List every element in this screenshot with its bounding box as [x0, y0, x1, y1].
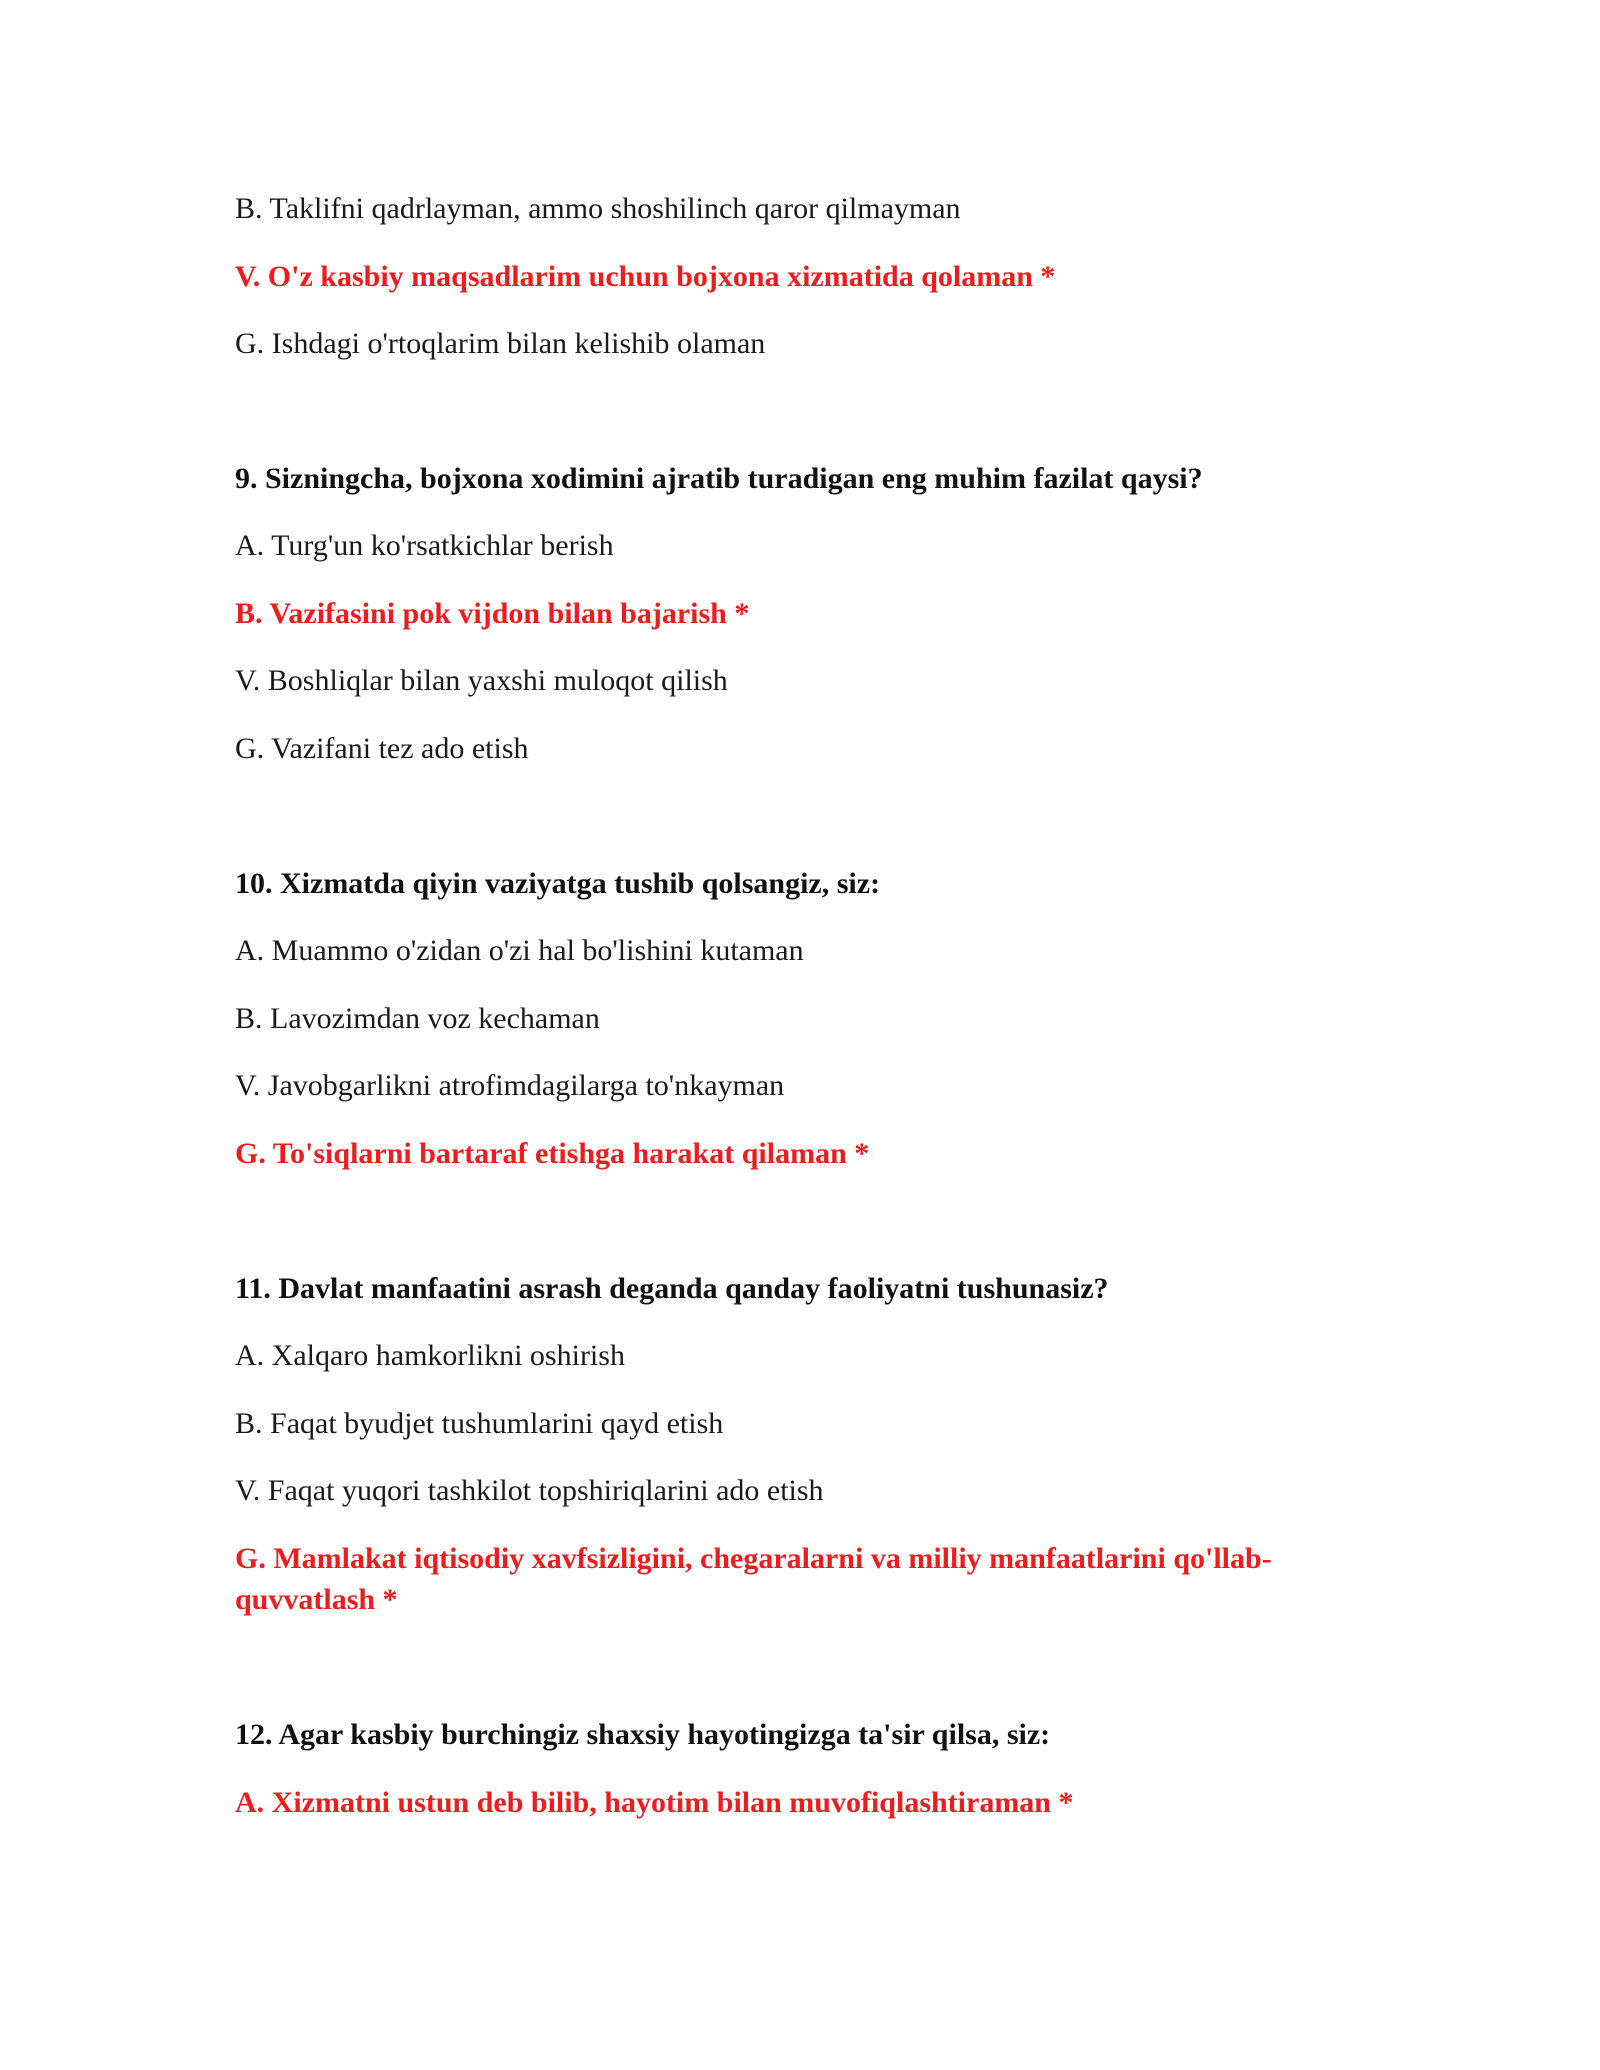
answer-option-10a: A. Muammo o'zidan o'zi hal bo'lishini kutaman	[235, 934, 804, 967]
question-10: 10. Xizmatda qiyin vaziyatga tushib qolsangiz, siz:	[235, 867, 881, 900]
question-12: 12. Agar kasbiy burchingiz shaxsiy hayotingizga ta'sir qilsa, siz:	[235, 1718, 1051, 1751]
answer-option-10v: V. Javobgarlikni atrofimdagilarga to'nkayman	[235, 1069, 785, 1102]
answer-option-10b: B. Lavozimdan voz kechaman	[235, 1002, 600, 1035]
correct-answer-11g: G. Mamlakat iqtisodiy xavfsizligini, chegaralarni va milliy manfaatlarini qo'llab-quvvatlash *	[235, 1542, 1272, 1616]
answer-option-8b: B. Taklifni qadrlayman, ammo shoshilinch qaror qilmayman	[235, 192, 961, 225]
question-9: 9. Sizningcha, bojxona xodimini ajratib turadigan eng muhim fazilat qaysi?	[235, 462, 1203, 495]
answer-option-11a: A. Xalqaro hamkorlikni oshirish	[235, 1339, 625, 1372]
answer-option-11b: B. Faqat byudjet tushumlarini qayd etish	[235, 1407, 724, 1440]
question-11: 11. Davlat manfaatini asrash deganda qanday faoliyatni tushunasiz?	[235, 1272, 1109, 1305]
answer-option-8g: G. Ishdagi o'rtoqlarim bilan kelishib olaman	[235, 327, 766, 360]
correct-answer-12a: A. Xizmatni ustun deb bilib, hayotim bilan muvofiqlashtiraman *	[235, 1786, 1074, 1819]
correct-answer-9b: B. Vazifasini pok vijdon bilan bajarish *	[235, 597, 750, 630]
correct-answer-10g: G. To'siqlarni bartaraf etishga harakat qilaman *	[235, 1137, 870, 1170]
answer-option-9g: G. Vazifani tez ado etish	[235, 732, 529, 765]
answer-option-9a: A. Turg'un ko'rsatkichlar berish	[235, 529, 614, 562]
correct-answer-8v: V. O'z kasbiy maqsadlarim uchun bojxona xizmatida qolaman *	[235, 260, 1056, 293]
answer-option-9v: V. Boshliqlar bilan yaxshi muloqot qilish	[235, 664, 728, 697]
answer-option-11v: V. Faqat yuqori tashkilot topshiriqlarini ado etish	[235, 1474, 824, 1507]
